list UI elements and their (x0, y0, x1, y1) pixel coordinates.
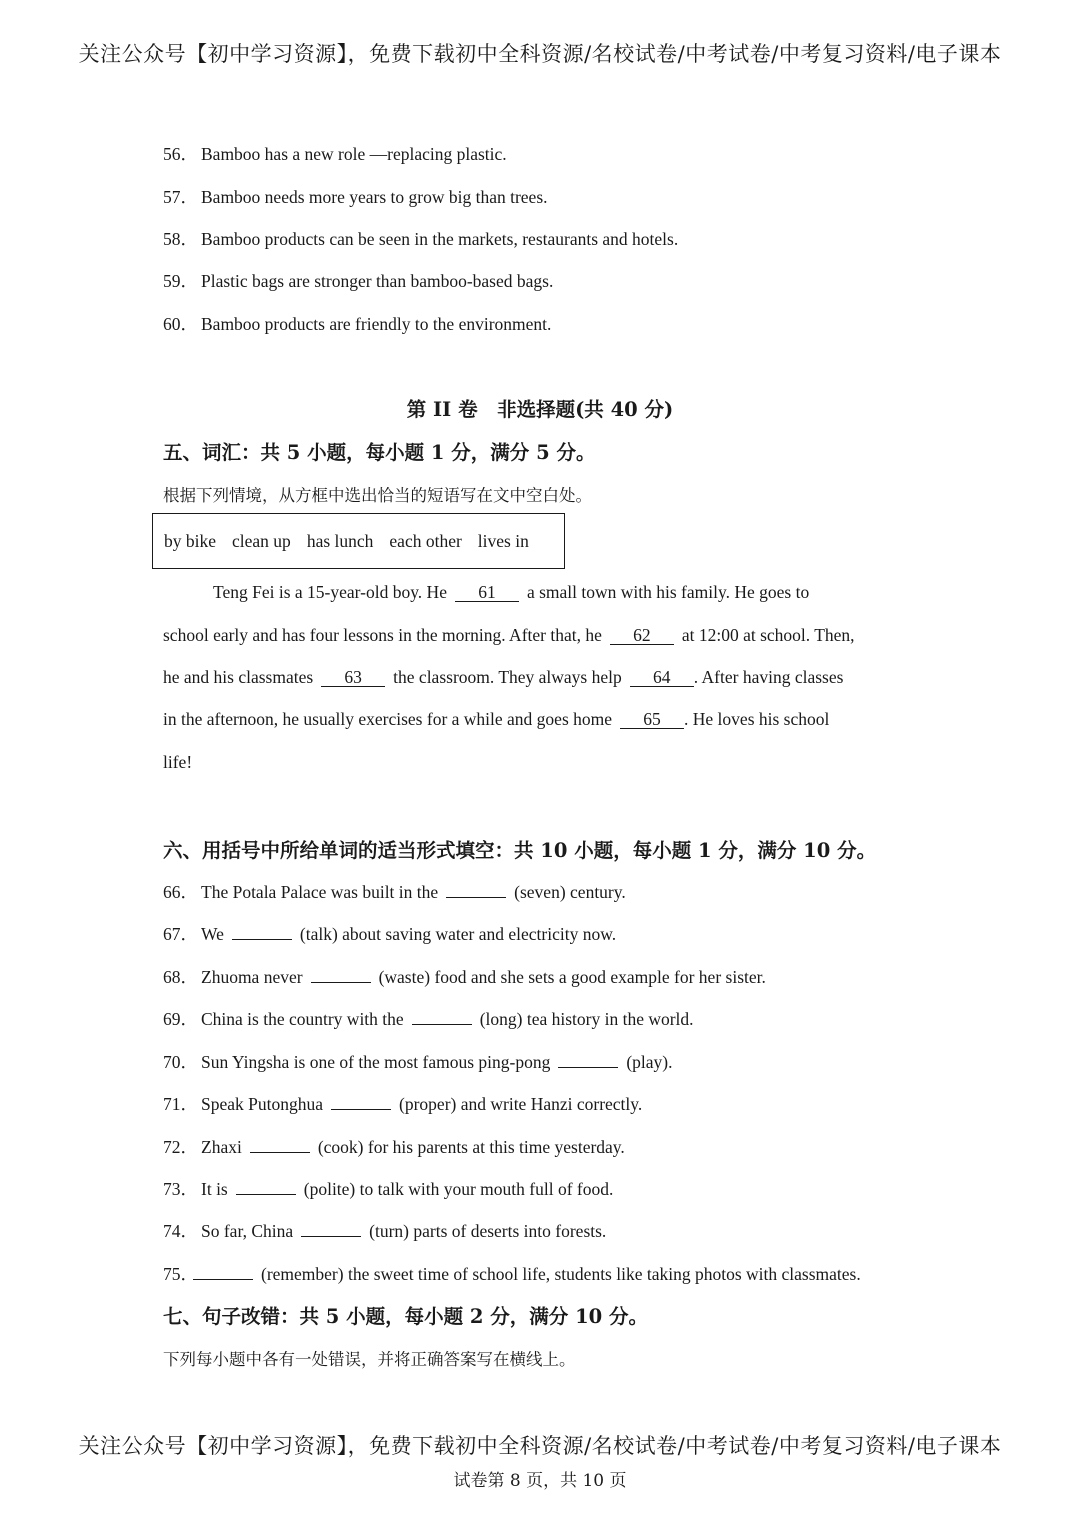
passage-text: the classroom. They always help (393, 667, 622, 687)
question-number: 72． (163, 1137, 198, 1157)
passage-text: . He loves his school (684, 709, 830, 729)
question-text: (cook) for his parents at this time yesterday. (317, 1137, 625, 1157)
question-number: 56． (163, 144, 198, 164)
passage-line (163, 625, 855, 646)
question-70 (163, 1049, 673, 1074)
question-text: (talk) about saving water and electricity now. (299, 924, 617, 944)
answer-blank[interactable] (193, 1279, 253, 1280)
question-69 (163, 1006, 694, 1031)
question-58 (163, 226, 678, 251)
question-text: We (201, 924, 224, 944)
question-number: 58． (163, 229, 198, 249)
passage-text: in the afternoon, he usually exercises for a while and goes home (163, 709, 613, 729)
passage-line (213, 582, 809, 603)
question-text: Bamboo products can be seen in the markets, restaurants and hotels. (201, 229, 679, 249)
question-number: 59． (163, 271, 198, 291)
question-71 (163, 1091, 642, 1116)
word-option: clean up (232, 530, 291, 551)
question-67 (163, 921, 616, 946)
question-text: Bamboo has a new role —replacing plastic. (201, 144, 507, 164)
question-text: Zhuoma never (201, 967, 303, 987)
passage-text: school early and has four lessons in the morning. After that, he (163, 625, 602, 645)
question-text: The Potala Palace was built in the (201, 882, 439, 902)
question-number: 60． (163, 314, 198, 334)
passage-line (163, 752, 192, 773)
passage-text: he and his classmates (163, 667, 314, 687)
question-number: 70． (163, 1052, 198, 1072)
question-text: (polite) to talk with your mouth full of food. (303, 1179, 614, 1199)
passage-text: at 12:00 at school. Then, (681, 625, 855, 645)
section-5-instruction: 根据下列情境，从方框中选出恰当的短语写在文中空白处。 (163, 486, 592, 505)
question-number: 74． (163, 1221, 198, 1241)
question-text: (long) tea history in the world. (479, 1009, 694, 1029)
question-number: 67． (163, 924, 198, 944)
answer-blank[interactable] (301, 1236, 361, 1237)
question-text: (proper) and write Hanzi correctly. (399, 1094, 643, 1114)
question-57 (163, 184, 548, 209)
word-option: has lunch (306, 530, 374, 551)
answer-blank[interactable] (412, 1024, 472, 1025)
question-text: Speak Putonghua (201, 1094, 324, 1114)
answer-blank[interactable] (331, 1109, 391, 1110)
answer-blank-65[interactable]: 65 (620, 711, 684, 729)
word-option: lives in (477, 530, 529, 551)
question-text: Bamboo products are friendly to the environment. (201, 314, 552, 334)
question-text: (turn) parts of deserts into forests. (369, 1221, 607, 1241)
question-number: 73． (163, 1179, 198, 1199)
answer-blank[interactable] (311, 982, 371, 983)
question-text: (remember) the sweet time of school life, students like taking photos with classmates. (261, 1264, 861, 1284)
answer-blank-64[interactable]: 64 (630, 669, 694, 687)
question-text: Bamboo needs more years to grow big than trees. (201, 187, 548, 207)
question-number: 57． (163, 187, 198, 207)
word-option: by bike (164, 530, 217, 551)
question-59 (163, 268, 553, 293)
question-text: Zhaxi (201, 1137, 242, 1157)
section-5-title: 五、词汇：共 5 小题，每小题 1 分，满分 5 分。 (163, 441, 596, 464)
answer-blank[interactable] (250, 1152, 310, 1153)
question-number: 69． (163, 1009, 198, 1029)
answer-blank-63[interactable]: 63 (321, 669, 385, 687)
question-68 (163, 964, 766, 989)
answer-blank[interactable] (446, 897, 506, 898)
question-number: 75． (163, 1264, 198, 1284)
passage-text: a small town with his family. He goes to (526, 582, 810, 602)
question-text: (play). (626, 1052, 673, 1072)
question-number: 71． (163, 1094, 198, 1114)
answer-blank-62[interactable]: 62 (610, 627, 674, 645)
question-75 (163, 1261, 861, 1286)
answer-blank[interactable] (232, 939, 292, 940)
page-footer-banner: 关注公众号【初中学习资源】，免费下载初中全科资源/名校试卷/中考试卷/中考复习资料/电子课本 (78, 1434, 1002, 1458)
part-2-title: 第 II 卷 非选择题(共 40 分) (406, 398, 674, 421)
answer-blank[interactable] (558, 1067, 618, 1068)
word-option: each other (389, 530, 462, 551)
question-text: It is (201, 1179, 228, 1199)
passage-text: . After having classes (693, 667, 844, 687)
passage-text: Teng Fei is a 15-year-old boy. He (213, 582, 447, 602)
page-number: 试卷第 8 页，共 10 页 (453, 1471, 627, 1491)
question-60 (163, 311, 551, 336)
passage-line (163, 667, 843, 688)
question-number: 68． (163, 967, 198, 987)
question-text: Plastic bags are stronger than bamboo-based bags. (201, 271, 554, 291)
word-box (152, 513, 565, 569)
passage-text: life! (163, 752, 193, 772)
answer-blank[interactable] (236, 1194, 296, 1195)
question-text: Sun Yingsha is one of the most famous ping-pong (201, 1052, 551, 1072)
question-text: (waste) food and she sets a good example for her sister. (378, 967, 766, 987)
question-73 (163, 1176, 613, 1201)
question-number: 66． (163, 882, 198, 902)
question-text: (seven) century. (514, 882, 626, 902)
section-7-instruction: 下列每小题中各有一处错误，并将正确答案写在横线上。 (163, 1350, 576, 1369)
question-text: China is the country with the (201, 1009, 404, 1029)
passage-line (163, 709, 829, 730)
question-72 (163, 1134, 625, 1159)
question-74 (163, 1218, 606, 1243)
question-56 (163, 141, 507, 166)
answer-blank-61[interactable]: 61 (455, 584, 519, 602)
section-7-title: 七、句子改错：共 5 小题，每小题 2 分，满分 10 分。 (163, 1305, 649, 1328)
page-header-banner: 关注公众号【初中学习资源】，免费下载初中全科资源/名校试卷/中考试卷/中考复习资料/电子课本 (78, 42, 1002, 66)
section-6-title: 六、用括号中所给单词的适当形式填空：共 10 小题，每小题 1 分，满分 10 分。 (163, 839, 877, 862)
question-text: So far, China (201, 1221, 294, 1241)
question-66 (163, 879, 626, 904)
